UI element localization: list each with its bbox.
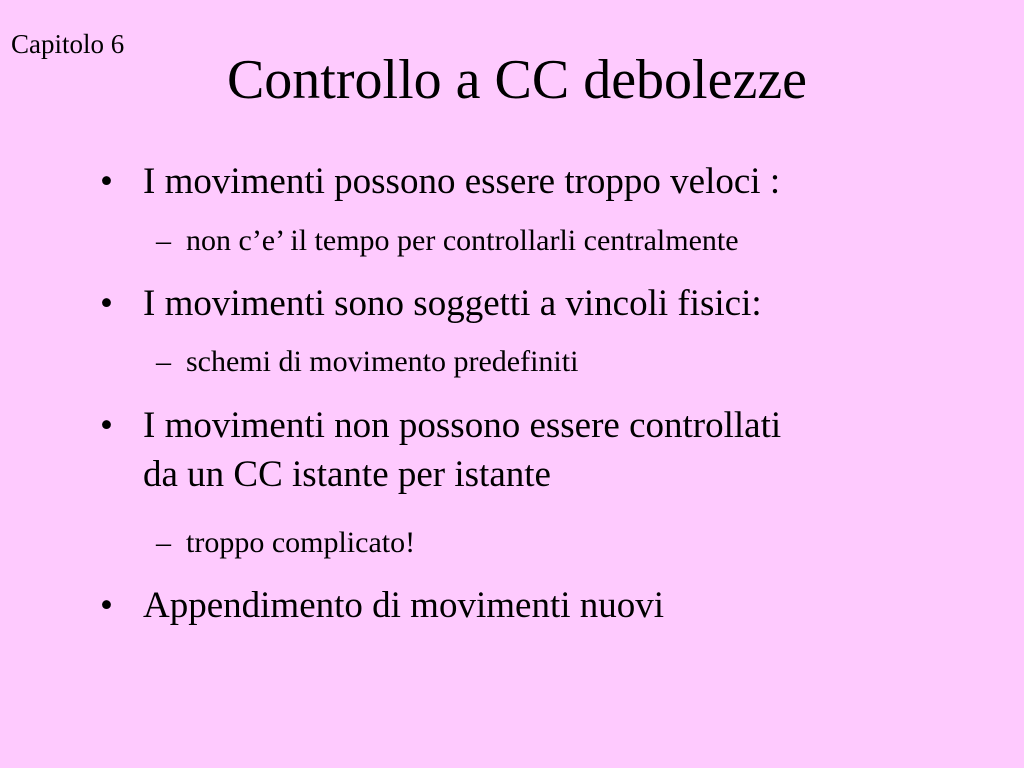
slide-title: Controllo a CC debolezze xyxy=(226,49,808,111)
bullet-marker: • xyxy=(100,283,113,324)
chapter-label: Capitolo 6 xyxy=(11,29,125,59)
bullet-marker: • xyxy=(100,161,113,202)
bullet-text-line-2: da un CC istante per istante xyxy=(143,454,551,495)
dash-marker: – xyxy=(156,224,171,257)
sub-bullet-text: schemi di movimento predefiniti xyxy=(186,345,579,378)
bullet-marker: • xyxy=(100,405,113,446)
bullet-item xyxy=(100,401,950,499)
sub-bullet-text: non c’e’ il tempo per controllarli centralmente xyxy=(186,224,739,257)
bullet-item xyxy=(100,279,950,328)
bullet-text-line-1: I movimenti non possono essere controllati xyxy=(143,405,782,446)
bullet-text: I movimenti possono essere troppo veloci : xyxy=(143,161,781,202)
sub-bullet-text: troppo complicato! xyxy=(186,526,416,559)
sub-bullet-item xyxy=(156,524,956,562)
bullet-marker: • xyxy=(100,585,113,626)
sub-bullet-item xyxy=(156,343,956,381)
bullet-item xyxy=(100,581,950,630)
dash-marker: – xyxy=(156,345,171,378)
dash-marker: – xyxy=(156,526,171,559)
bullet-text: Appendimento di movimenti nuovi xyxy=(143,585,665,626)
bullet-item xyxy=(100,157,950,206)
bullet-text: I movimenti sono soggetti a vincoli fisici: xyxy=(143,283,762,324)
sub-bullet-item xyxy=(156,222,956,260)
